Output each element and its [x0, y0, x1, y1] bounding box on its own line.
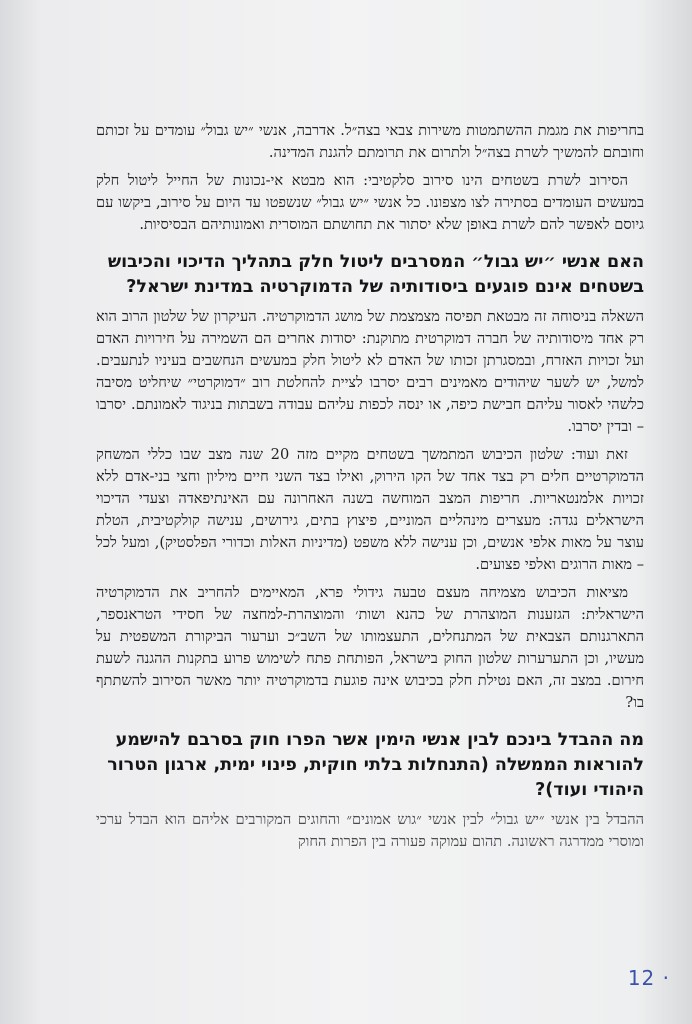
answer-paragraph: מציאות הכיבוש מצמיחה מעצם טבעה גידולי פרא, המאיימים להחריב את הדמוקרטיה הישראלית: הגזענות המוצהרת של כהנא ושות׳ והמוצהרת-למחצה של חסידי הטראנספר, התארגנותם הצבאית של המתנחלים, התעצמותו של השב״כ וערעור הביקורת המשפטית על מעשיו, וכן התערערות שלטון החוק בישראל, הפותחת פתח לשימוש פרוע בתקנות ההגנה לשעת חירום. במצב זה, האם נטילת חלק בכיבוש אינה פוגעת בדמוקרטיה יותר מאשר הסירוב להשתתף בו? [96, 584, 644, 711]
handwritten-page-number: 12 · [627, 966, 670, 990]
paragraph: הסירוב לשרת בשטחים הינו סירוב סלקטיבי: הוא מבטא אי-נכונות של החייל ליטול חלק במעשים העומדים בסתירה לצו מצפונו. כל אנשי ״יש גבול״ שנשפטו עד היום על סירוב, ביקשו עם גיוסם לאפשר להם לשרת באופן שלא יסתור את תחושתם המוסרית ואמונותיהם הבסיסיות. [96, 172, 644, 233]
question-heading: האם אנשי ״יש גבול״ המסרבים ליטול חלק בתהליך הדיכוי והכיבוש בשטחים אינם פוגעים ביסודותיה של הדמוקרטיה במדינת ישראל? [107, 252, 644, 297]
question-heading: מה ההבדל בינכם לבין אנשי הימין אשר הפרו חוק בסרבם להישמע להוראות הממשלה (התנחלות בלתי חוקית, פינוי ימית, ארגון הטרור היהודי ועוד)? [107, 730, 644, 800]
answer-paragraph: זאת ועוד: שלטון הכיבוש המתמשך בשטחים מקיים מזה 20 שנה מצב שבו כללי המשחק הדמוקרטיים חלים רק בצד אחד של הקו הירוק, ואילו בצד השני חיים מיליון וחצי בני-אדם ללא זכויות אלמנטאריות. חריפות המצב המוחשה בשנה האחרונה עם האינתיפאדה וצעדי הדיכוי הישראלים נגדה: מעצרים מינהליים המוניים, פיצוץ בתים, גירושים, ענישה קולקטיבית, הטלת עוצר על מאות אלפי אנשים, וכן ענישה ללא משפט (מדיניות האלות וכדורי הפלסטיק), ומעל לכל – מאות הרוגים ואלפי פצועים. [96, 446, 644, 573]
answer-paragraph: השאלה בניסוחה זה מבטאת תפיסה מצמצמת של מושג הדמוקרטיה. העיקרון של שלטון הרוב הוא רק אחד מיסודותיה של חברה דמוקרטית מתוקנת: יסודות אחרים הם השמירה על חירויות האדם ועל זכויות האזרח, ובמסגרתן זכותו של האדם לא ליטול חלק במעשים הנחשבים בעיניו לנתעבים. למשל, יש לשער שיהודים מאמינים רבים יסרבו לציית להחלטת רוב ״דמוקרטי״ שיחליט מסיבה כלשהי לאסור עליהם חבישת כיפה, או ינסה לכפות עליהם עבודה בשבתות בניגוד לאמונתם. יסרבו – ובדין יסרבו. [96, 308, 644, 435]
paragraph: בחריפות את מגמת ההשתמטות משירות צבאי בצה״ל. אדרבה, אנשי ״יש גבול״ עומדים על זכותם וחובתם להמשיך לשרת בצה״ל ולתרום את תרומתם להגנת המדינה. [96, 122, 644, 161]
answer-paragraph: ההבדל בין אנשי ״יש גבול״ לבין אנשי ״גוש אמונים״ והחוגים המקורבים אליהם הוא הבדל ערכי ומוסרי ממדרגה ראשונה. תהום עמוקה פעורה בין הפרות החוק [96, 811, 644, 850]
text-body [96, 120, 644, 859]
